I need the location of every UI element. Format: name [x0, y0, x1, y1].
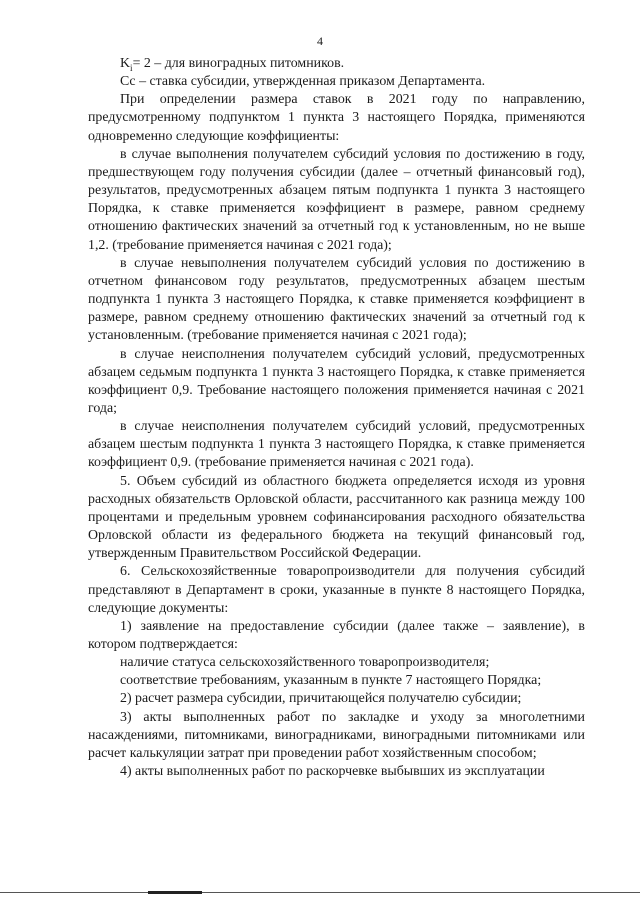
- paragraph-sixth-abzac-coefficient: в случае неисполнения получателем субсидий условий, предусмотренных абзацем шестым подпункта 1 пункта 3 настоящего Порядка, к ставке применяется коэффициент 0,9. (требование применяется начиная с 2021 года).: [88, 419, 585, 471]
- page-number: 4: [317, 34, 323, 48]
- list-item-4-acts: 4) акты выполненных работ по раскорчевке выбывших из эксплуатации: [120, 764, 545, 780]
- coefficient-ki-line: [88, 55, 585, 73]
- coefficient-text: = 2 – для виноградных питомников.: [132, 56, 345, 71]
- document-body: [88, 55, 585, 781]
- list-subitem-requirements: соответствие требованиям, указанным в пункте 7 настоящего Порядка;: [120, 673, 542, 689]
- list-item-3-acts: 3) акты выполненных работ по закладке и уходу за многолетними насаждениями, питомниками, виноградниками, виноградными питомниками или расчет калькуляции затрат при проведении работ хозяйственным способом;: [88, 709, 585, 761]
- coefficient-subscript: i: [130, 62, 133, 73]
- paragraph-seventh-abzac-coefficient: в случае неисполнения получателем субсидий условий, предусмотренных абзацем седьмым подпункта 1 пункта 3 настоящего Порядка, к ставке применяется коэффициент 0,9. Требование настоящего положения применяется начиная с 2021 года;: [88, 346, 585, 416]
- list-item-1-application: 1) заявление на предоставление субсидии (далее также – заявление), в котором подтверждается:: [88, 618, 585, 652]
- bottom-rule-line: [0, 892, 640, 893]
- paragraph-fulfilment-coefficient: в случае выполнения получателем субсидий условия по достижению в году, предшествующем году получения субсидии (далее – отчетный финансовый год), результатов, предусмотренных абзацем пятым подпункта 1 пункта 3 настоящего Порядка, к ставке применяется коэффициент в размере, равном среднему отношению фактических значений за отчетный год к установленным, но не выше 1,2. (требование применяется начиная с 2021 года);: [88, 146, 585, 253]
- paragraph-item-5-volume: 5. Объем субсидий из областного бюджета определяется исходя из уровня расходных обязательств Орловской области, рассчитанного как разница между 100 процентами и предельным уровнем софинансирования расходного обязательства Орловской области из федерального бюджета на текущий финансовый год, утвержденным Правительством Российской Федерации.: [88, 473, 585, 562]
- list-subitem-status: наличие статуса сельскохозяйственного товаропроизводителя;: [120, 655, 490, 671]
- coefficient-symbol: K: [120, 56, 131, 71]
- paragraph-nonfulfilment-coefficient: в случае невыполнения получателем субсидий условия по достижению в отчетном финансовом году результатов, предусмотренных абзацем шестым подпункта 1 пункта 3 настоящего Порядка, к ставке применяется коэффициент в размере, равном среднему отношению фактических значений за отчетный год к установленным. (требование применяется начиная с 2021 года);: [88, 255, 585, 344]
- paragraph-rates-2021: При определении размера ставок в 2021 году по направлению, предусмотренному подпунктом 1 пункта 3 настоящего Порядка, применяются одновременно следующие коэффициенты:: [88, 92, 585, 144]
- scan-smudge: [148, 891, 202, 894]
- paragraph-item-6-documents: 6. Сельскохозяйственные товаропроизводители для получения субсидий представляют в Департамент в сроки, указанные в пункте 8 настоящего Порядка, следующие документы:: [88, 564, 585, 616]
- page-bottom-rule: [0, 890, 640, 894]
- list-item-2-calculation: 2) расчет размера субсидии, причитающейся получателю субсидии;: [120, 691, 522, 707]
- subsidy-rate-line: Сс – ставка субсидии, утвержденная приказом Департамента.: [120, 74, 486, 90]
